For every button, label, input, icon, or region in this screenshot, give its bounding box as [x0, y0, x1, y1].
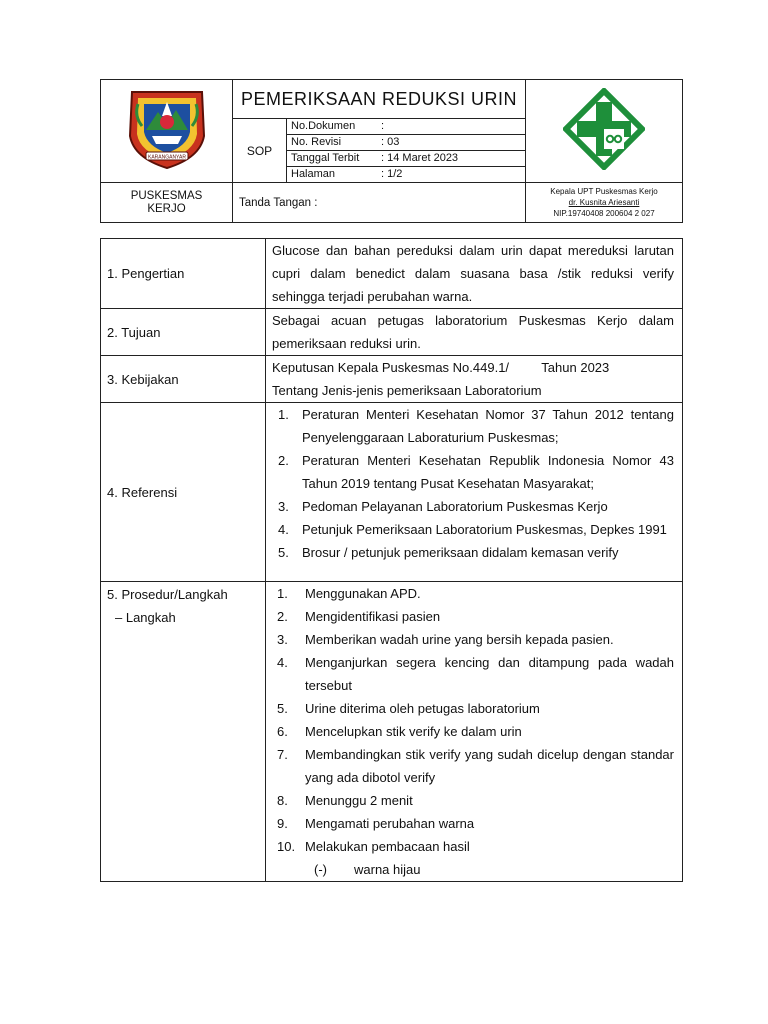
meta-key: No.Dokumen	[287, 119, 377, 135]
item-number: 1.	[278, 407, 289, 422]
list-item	[272, 789, 674, 812]
item-number: 5.	[278, 545, 289, 560]
section-content	[266, 239, 683, 309]
reference-list	[272, 403, 674, 564]
list-item	[272, 403, 674, 449]
kebijakan-line: Keputusan Kepala Puskesmas No.449.1/ Tahun 2023	[272, 360, 610, 375]
organization-name	[101, 183, 233, 223]
section-content	[266, 403, 683, 582]
sop-header-table	[100, 79, 683, 223]
list-item	[272, 697, 674, 720]
list-item	[272, 495, 674, 518]
head-name: dr. Kusnita Ariesanti	[568, 198, 640, 207]
meta-row	[287, 151, 525, 167]
item-number: 4.	[277, 655, 288, 670]
list-item	[272, 743, 674, 789]
item-number: 10.	[277, 839, 296, 854]
sop-content-table	[100, 238, 683, 882]
meta-value: : 1/2	[381, 168, 403, 180]
item-number: 3.	[278, 499, 289, 514]
section-prosedur	[101, 582, 683, 882]
section-label: 3. Kebijakan	[101, 356, 266, 403]
item-text: Urine diterima oleh petugas laboratorium	[305, 701, 540, 716]
result-mark: (-)	[314, 862, 327, 877]
organization-text: PUSKESMAS KERJO	[130, 189, 203, 215]
ministry-logo-cell	[526, 80, 683, 183]
item-number: 6.	[277, 724, 288, 739]
item-text: Memberikan wadah urine yang bersih kepada pasien.	[305, 632, 614, 647]
item-number: 2.	[277, 609, 288, 624]
meta-row	[287, 135, 525, 151]
signature-label: Tanda Tangan :	[233, 183, 526, 223]
item-number: 1.	[277, 586, 288, 601]
meta-value: : 03	[377, 135, 525, 151]
meta-value: : 14 Maret 2023	[377, 151, 525, 167]
section-pengertian	[101, 239, 683, 309]
item-text: Membandingkan stik verify yang sudah dicelup dengan standar yang ada dibotol verify	[305, 747, 674, 785]
section-content	[266, 582, 683, 882]
result-sub-item	[272, 858, 674, 881]
item-text: Menggunakan APD.	[305, 586, 421, 601]
head-signature-block	[526, 183, 683, 223]
list-item	[272, 541, 674, 564]
meta-key: Halaman	[291, 168, 336, 180]
section-label	[101, 582, 266, 882]
item-text: Melakukan pembacaan hasil	[305, 839, 470, 854]
section-label: 4. Referensi	[101, 403, 266, 582]
item-number: 2.	[278, 453, 289, 468]
item-text: Brosur / petunjuk pemeriksaan didalam kemasan verify	[302, 545, 619, 560]
item-text: Pedoman Pelayanan Laboratorium Puskesmas Kerjo	[302, 499, 608, 514]
item-text: Petunjuk Pemeriksaan Laboratorium Puskesmas, Depkes 1991	[302, 522, 667, 537]
section-content	[266, 356, 683, 403]
green-cross-logo-icon	[563, 88, 645, 170]
section-content	[266, 309, 683, 356]
list-item	[272, 582, 674, 605]
item-number: 8.	[277, 793, 288, 808]
kebijakan-line: Tentang Jenis-jenis pemeriksaan Laboratorium	[272, 383, 542, 398]
sop-label: SOP	[233, 119, 287, 183]
list-item	[272, 812, 674, 835]
item-number: 7.	[277, 747, 288, 762]
meta-key: Tanggal Terbit	[287, 151, 377, 167]
document-meta	[287, 119, 526, 183]
item-number: 4.	[278, 522, 289, 537]
item-text: Menganjurkan segera kencing dan ditampung pada wadah tersebut	[305, 655, 674, 693]
karanganyar-emblem-icon	[124, 86, 210, 172]
item-text: Mengamati perubahan warna	[305, 816, 475, 831]
list-item	[272, 518, 674, 541]
item-text: Mencelupkan stik verify ke dalam urin	[305, 724, 522, 739]
meta-row	[287, 119, 525, 135]
item-text: Peraturan Menteri Kesehatan Republik Indonesia Nomor 43 Tahun 2019 tentang Pusat Kesehatan Masyarakat;	[302, 453, 674, 491]
section-tujuan	[101, 309, 683, 356]
item-number: 9.	[277, 816, 288, 831]
section-kebijakan	[101, 356, 683, 403]
prosedur-label-line: – Langkah	[115, 610, 176, 625]
section-referensi	[101, 403, 683, 582]
item-number: 3.	[277, 632, 288, 647]
item-text: Mengidentifikasi pasien	[305, 609, 441, 624]
list-item	[272, 720, 674, 743]
pengertian-text: Glucose dan bahan pereduksi dalam urin dapat mereduksi larutan cupri dalam benedict dalam suasana basa /stik reduksi verify sehingga terjadi perubahan warna.	[272, 243, 674, 304]
meta-key: No. Revisi	[287, 135, 377, 151]
tujuan-text: Sebagai acuan petugas laboratorium Puskesmas Kerjo dalam pemeriksaan reduksi urin.	[272, 313, 674, 351]
head-nip: NIP.19740408 200604 2 027	[553, 209, 655, 218]
head-title: Kepala UPT Puskesmas Kerjo	[550, 187, 658, 196]
procedure-list	[272, 582, 674, 881]
meta-value: :	[377, 119, 525, 135]
regency-logo-cell	[101, 80, 233, 183]
result-text: warna hijau	[354, 862, 421, 877]
list-item	[272, 449, 674, 495]
meta-row	[287, 167, 525, 183]
item-text: Peraturan Menteri Kesehatan Nomor 37 Tahun 2012 tentang Penyelenggaraan Laboraturium Puskesmas;	[302, 407, 674, 445]
item-number: 5.	[277, 701, 288, 716]
document-title: PEMERIKSAAN REDUKSI URIN	[233, 80, 526, 119]
item-text: Menunggu 2 menit	[305, 793, 413, 808]
prosedur-label-line: 5. Prosedur/Langkah	[107, 587, 228, 602]
list-item	[272, 628, 674, 651]
list-item	[272, 605, 674, 628]
section-label: 2. Tujuan	[101, 309, 266, 356]
list-item	[272, 835, 674, 858]
list-item	[272, 651, 674, 697]
section-label: 1. Pengertian	[101, 239, 266, 309]
emblem-ribbon-text: KARANGANYAR	[147, 154, 186, 160]
